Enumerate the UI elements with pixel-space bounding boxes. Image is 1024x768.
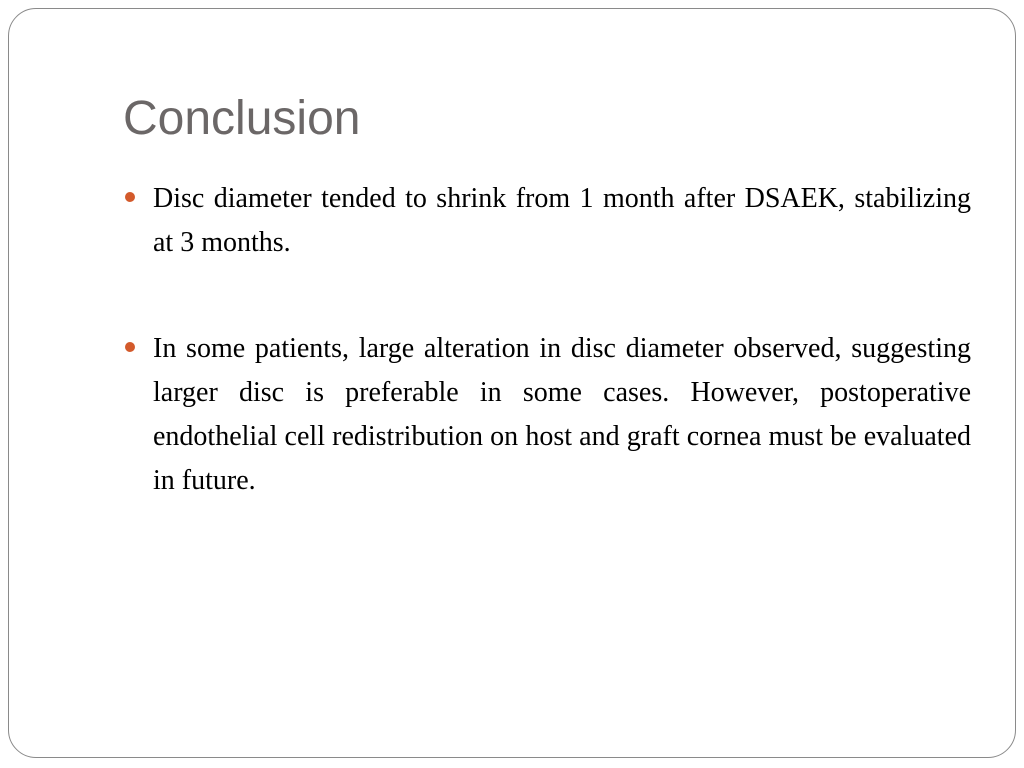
- slide-title: Conclusion: [123, 92, 361, 145]
- bullet-item: [153, 177, 971, 265]
- slide: [8, 8, 1016, 758]
- bullet-item: [153, 327, 971, 503]
- bullet-dot-icon: [125, 342, 135, 352]
- bullet-list: [153, 177, 971, 503]
- bullet-text: In some patients, large alteration in disc diameter observed, suggesting larger disc is preferable in some cases. However, postoperative endothelial cell redistribution on host and graft cornea must be evaluated in future.: [153, 333, 971, 496]
- bullet-dot-icon: [125, 192, 135, 202]
- bullet-text: Disc diameter tended to shrink from 1 month after DSAEK, stabilizing at 3 months.: [153, 183, 971, 258]
